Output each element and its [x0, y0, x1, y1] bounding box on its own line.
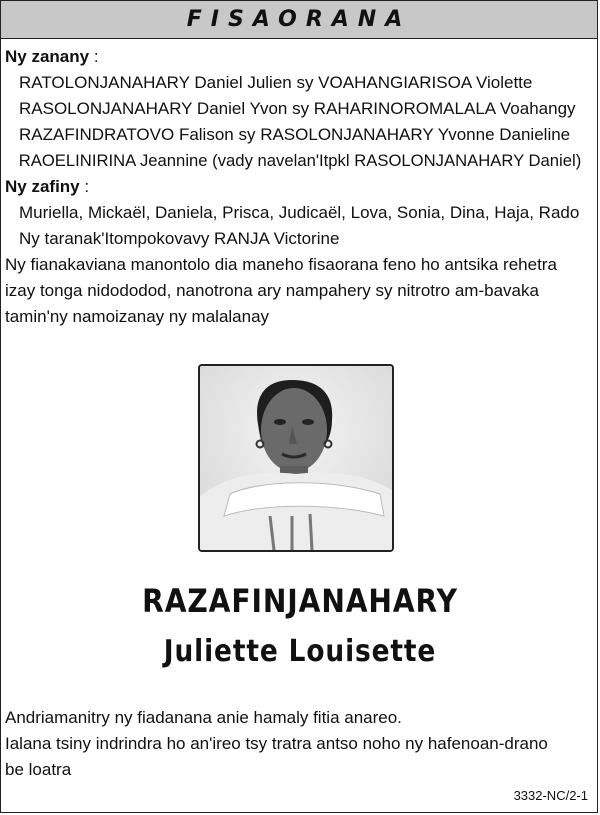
closing-line: Andriamanitry ny fiadanana anie hamaly fitia anareo. — [5, 708, 402, 727]
grandchildren-item: Muriella, Mickaël, Daniela, Prisca, Judicaël, Lova, Sonia, Dina, Haja, Rado — [19, 203, 580, 222]
children-heading — [5, 44, 595, 70]
grandchildren-heading — [5, 174, 595, 200]
family-note-line: Ny fianakaviana manontolo dia maneho fisaorana feno ho antsika rehetra — [5, 255, 557, 274]
closing-text — [5, 705, 595, 783]
grandchildren-label: Ny zafiny — [5, 177, 80, 196]
children-item: RASOLONJANAHARY Daniel Yvon sy RAHARINOROMALALA Voahangy — [19, 99, 576, 118]
notice-body — [5, 44, 595, 330]
family-note-line: izay tonga nidododod, nanotrona ary nampahery sy nitrotro am-bavaka — [5, 281, 539, 300]
deceased-surname: RAZAFINJANAHARY — [142, 582, 458, 620]
portrait-image — [200, 366, 392, 550]
children-item: RATOLONJANAHARY Daniel Julien sy VOAHANGIARISOA Violette — [19, 73, 533, 92]
reference-code: 3332-NC/2-1 — [513, 788, 588, 803]
children-item: RAZAFINDRATOVO Falison sy RASOLONJANAHARY Yvonne Danieline — [19, 125, 571, 144]
portrait-photo — [198, 364, 394, 552]
family-note-line: tamin'ny namoizanay ny malalanay — [5, 307, 270, 326]
closing-line: Ialana tsiny indrindra ho an'ireo tsy tratra antso noho ny hafenoan-drano — [5, 734, 548, 753]
notice-title: FISAORANA — [186, 7, 412, 32]
children-label: Ny zanany — [5, 47, 90, 66]
grandchildren-colon: : — [79, 177, 90, 196]
deceased-given-names: Juliette Louisette — [163, 634, 437, 669]
children-colon: : — [89, 47, 99, 66]
closing-line: be loatra — [5, 760, 72, 779]
notice-header — [1, 1, 597, 39]
children-item: RAOELINIRINA Jeannine (vady navelan'Itpkl RASOLONJANAHARY Daniel) — [18, 151, 582, 170]
grandchildren-item: Ny taranak'Itompokovavy RANJA Victorine — [19, 229, 340, 248]
